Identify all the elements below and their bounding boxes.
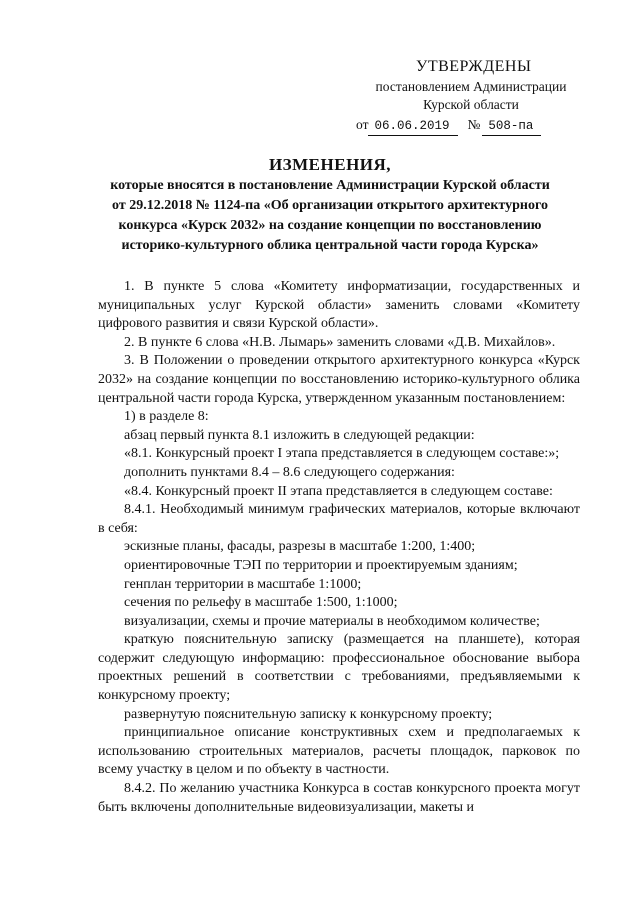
paragraph-2: 2. В пункте 6 слова «Н.В. Лымарь» заменить словами «Д.В. Михайлов».: [124, 334, 556, 350]
paragraph-15: краткую пояснительную записку (размещается на планшете), которая содержит следующую информацию: профессиональное обоснование выбора проектных решений в соответствии с требованиями, предъявляемыми к конкурсному проекту;: [98, 632, 580, 704]
number-label: №: [467, 117, 481, 132]
heading-line-2: от 29.12.2018 № 1124-па «Об организации открытого архитектурного: [112, 198, 548, 213]
approval-title: УТВЕРЖДЕНЫ: [416, 58, 532, 75]
approval-stamp: [356, 56, 586, 136]
date-prefix: от: [356, 117, 369, 132]
paragraph-6: «8.1. Конкурсный проект I этапа представляется в следующем составе:»;: [124, 446, 560, 462]
paragraph-18: 8.4.2. По желанию участника Конкурса в состав конкурсного проекта могут быть включены дополнительные видеовизуализации, макеты и: [98, 781, 580, 815]
paragraph-12: генплан территории в масштабе 1:1000;: [124, 576, 362, 592]
approval-line-2: Курской области: [423, 97, 519, 112]
paragraph-8: «8.4. Конкурсный проект II этапа представляется в следующем составе:: [124, 483, 553, 499]
paragraph-10: эскизные планы, фасады, разрезы в масштабе 1:200, 1:400;: [124, 539, 476, 555]
paragraph-4: 1) в разделе 8:: [124, 409, 209, 425]
approval-number: 508-па: [482, 117, 541, 136]
paragraph-9: 8.4.1. Необходимый минимум графических материалов, которые включают в себя:: [98, 502, 580, 536]
approval-date: 06.06.2019: [368, 117, 457, 136]
document-heading: [80, 154, 580, 256]
paragraph-7: дополнить пунктами 8.4 – 8.6 следующего содержания:: [124, 464, 455, 480]
paragraph-1: 1. В пункте 5 слова «Комитету информатизации, государственных и муниципальных услуг Курской области» заменить словами «Комитету цифрового развития и связи Курской области».: [98, 279, 580, 332]
approval-line-1: постановлением Администрации: [375, 79, 567, 94]
heading-line-1: которые вносятся в постановление Администрации Курской области: [110, 178, 550, 193]
paragraph-3: 3. В Положении о проведении открытого архитектурного конкурса «Курск 2032» на создание концепции по восстановлению историко-культурного облика центральной части города Курска, утвержденном указанным постановлением:: [98, 353, 580, 406]
paragraph-11: ориентировочные ТЭП по территории и проектируемым зданиям;: [124, 557, 518, 573]
heading-title: ИЗМЕНЕНИЯ,: [268, 155, 392, 174]
paragraph-5: абзац первый пункта 8.1 изложить в следующей редакции:: [124, 427, 475, 443]
heading-line-4: историко-культурного облика центральной части города Курска»: [121, 238, 539, 253]
approval-date-number: [356, 116, 586, 136]
paragraph-17: принципиальное описание конструктивных схем и предполагаемых к использованию строительных материалов, расчеты площадок, парковок по всему участку в целом и по объекту в частности.: [98, 725, 580, 778]
paragraph-13: сечения по рельефу в масштабе 1:500, 1:1000;: [124, 595, 398, 611]
paragraph-16: развернутую пояснительную записку к конкурсному проекту;: [124, 706, 493, 722]
paragraph-14: визуализации, схемы и прочие материалы в необходимом количестве;: [124, 613, 540, 629]
heading-line-3: конкурса «Курск 2032» на создание концепции по восстановлению: [118, 218, 542, 233]
document-body: [98, 278, 580, 817]
